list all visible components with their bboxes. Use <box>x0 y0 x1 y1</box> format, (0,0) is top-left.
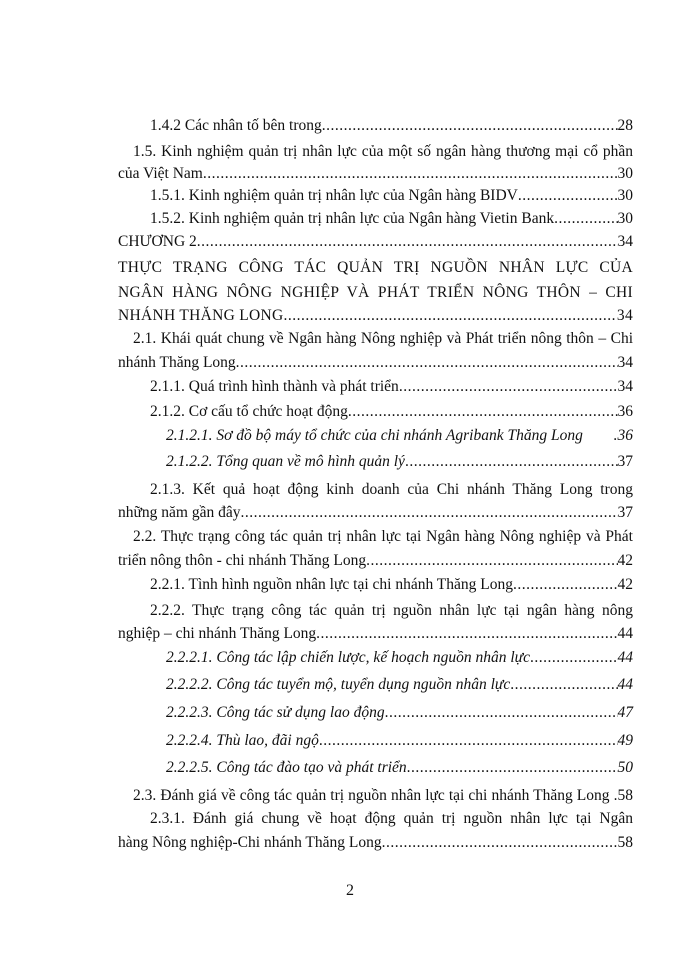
toc-leader-dots <box>240 503 617 523</box>
toc-entry-title: 2.1.2.2. Tổng quan về mô hình quản lý <box>166 453 405 470</box>
toc-entry-2-1-3-line2[interactable] <box>118 503 633 523</box>
chapter-heading-line3[interactable] <box>118 306 633 326</box>
toc-leader-dots <box>366 551 617 571</box>
toc-entry-2-1-line2[interactable] <box>118 353 633 373</box>
toc-entry-title: 1.4.2 Các nhân tố bên trong <box>150 117 322 134</box>
page-number: 2 <box>346 882 354 899</box>
toc-page-number: 49 <box>617 732 633 749</box>
toc-leader-dots <box>399 377 618 397</box>
toc-entry-2-1-2-2[interactable] <box>166 452 633 472</box>
toc-entry-2-1-line1[interactable]: 2.1. Khái quát chung về Ngân hàng Nông nghiệp và Phát triển nông thôn – Chi <box>133 330 633 347</box>
toc-entry-title: 2.2.2.5. Công tác đào tạo và phát triển <box>166 759 407 776</box>
toc-entry-1-5-1[interactable] <box>150 186 633 206</box>
toc-entry-2-3-1-line1[interactable]: 2.3.1. Đánh giá chung về hoạt động quản trị nguồn nhân lực tại Ngân <box>150 810 633 827</box>
toc-leader-dots <box>510 675 617 695</box>
toc-entry-2-1-2-1[interactable] <box>166 426 633 446</box>
toc-leader-dots <box>385 703 618 723</box>
toc-page-number: 30 <box>617 187 633 204</box>
toc-leader-dots <box>405 452 618 472</box>
toc-entry-2-3-1-line2[interactable] <box>118 833 633 853</box>
toc-entry-title: 2.2.1. Tình hình nguồn nhân lực tại chi nhánh Thăng Long <box>150 576 513 593</box>
toc-page-number: 47 <box>617 704 633 721</box>
toc-entry-2-2-line2[interactable] <box>118 551 633 571</box>
toc-page-number: 42 <box>617 552 633 569</box>
toc-leader-dots <box>316 624 617 644</box>
chapter-heading-line2: NGÂN HÀNG NÔNG NGHIỆP VÀ PHÁT TRIỂN NÔNG THÔN – CHI <box>118 284 633 301</box>
toc-page-number: 30 <box>617 165 633 182</box>
toc-entry-title: triển nông thôn - chi nhánh Thăng Long <box>118 552 367 569</box>
toc-entry-title: 1.5.1. Kinh nghiệm quản trị nhân lực của Ngân hàng BIDV <box>150 187 518 204</box>
toc-entry-title: 1.5.2. Kinh nghiệm quản trị nhân lực của Ngân hàng Vietin Bank <box>150 210 555 227</box>
toc-leader-dots <box>407 758 618 778</box>
toc-page-number: 44 <box>617 649 633 666</box>
toc-entry-2-3[interactable]: 2.3. Đánh giá về công tác quản trị nguồn nhân lực tại chi nhánh Thăng Long .58 <box>133 787 633 804</box>
toc-entry-title: 2.2.2.4. Thù lao, đãi ngộ <box>166 732 319 749</box>
toc-page-number: .36 <box>613 427 633 444</box>
toc-entry-title: NHÁNH THĂNG LONG <box>118 307 284 324</box>
toc-entry-title: nhánh Thăng Long <box>118 354 236 371</box>
toc-leader-dots <box>554 209 617 229</box>
toc-leader-dots <box>197 232 618 252</box>
toc-entry-title: 2.2.2.1. Công tác lập chiến lược, kế hoạch nguồn nhân lực <box>166 649 530 666</box>
toc-entry-chuong-2[interactable] <box>118 232 633 252</box>
toc-entry-2-1-3-line1[interactable]: 2.1.3. Kết quả hoạt động kinh doanh của Chi nhánh Thăng Long trong <box>150 481 633 498</box>
toc-entry-title: 2.1.2.1. Sơ đồ bộ máy tổ chức của chi nhánh Agribank Thăng Long <box>166 427 583 444</box>
toc-leader-dots <box>530 648 618 668</box>
toc-page-number: 42 <box>617 576 633 593</box>
toc-entry-2-2-2-1[interactable] <box>166 648 633 668</box>
toc-page-number: 34 <box>617 378 633 395</box>
toc-page-number: 28 <box>617 117 633 134</box>
toc-page-number: 50 <box>617 759 633 776</box>
toc-leader-dots <box>382 833 618 853</box>
toc-page-number: 30 <box>617 210 633 227</box>
toc-page-number: 37 <box>617 453 633 470</box>
toc-entry-1-4-2[interactable] <box>150 116 633 136</box>
toc-entry-2-1-2[interactable] <box>150 402 633 422</box>
toc-page-number: 44 <box>617 625 633 642</box>
toc-entry-title: của Việt Nam <box>118 165 203 182</box>
toc-page-number: 34 <box>617 233 633 250</box>
toc-entry-2-2-2-line2[interactable] <box>118 624 633 644</box>
toc-entry-1-5-line2[interactable] <box>118 164 633 184</box>
toc-entry-2-2-2-line1[interactable]: 2.2.2. Thực trạng công tác quản trị nguồn nhân lực tại ngân hàng nông <box>150 602 633 619</box>
toc-entry-1-5-2[interactable] <box>150 209 633 229</box>
toc-entry-2-2-1[interactable] <box>150 575 633 595</box>
toc-entry-title: những năm gần đây <box>118 504 241 521</box>
toc-entry-2-2-2-5[interactable] <box>166 758 633 778</box>
toc-page-number: 36 <box>617 403 633 420</box>
toc-page-number: 37 <box>617 504 633 521</box>
toc-entry-1-5-line1[interactable]: 1.5. Kinh nghiệm quản trị nhân lực của một số ngân hàng thương mại cổ phần <box>133 143 633 160</box>
toc-entry-2-1-1[interactable] <box>150 377 633 397</box>
toc-entry-title: hàng Nông nghiệp-Chi nhánh Thăng Long <box>118 834 382 851</box>
toc-leader-dots <box>203 164 618 184</box>
toc-page-number: 34 <box>617 354 633 371</box>
toc-entry-title: CHƯƠNG 2 <box>118 233 197 250</box>
toc-entry-2-2-line1[interactable]: 2.2. Thực trạng công tác quản trị nhân lực tại Ngân hàng Nông nghiệp và Phát <box>133 528 633 545</box>
toc-entry-title: 2.2.2.2. Công tác tuyển mộ, tuyển dụng nguồn nhân lực <box>166 676 511 693</box>
toc-entry-title: nghiệp – chi nhánh Thăng Long <box>118 625 317 642</box>
toc-leader-dots <box>284 306 617 326</box>
toc-entry-2-2-2-4[interactable] <box>166 731 633 751</box>
toc-entry-title: 2.1.2. Cơ cấu tổ chức hoạt động <box>150 403 348 420</box>
chapter-heading-line1: THỰC TRẠNG CÔNG TÁC QUẢN TRỊ NGUỒN NHÂN LỰC CỦA <box>118 259 633 276</box>
toc-entry-title: 2.1.1. Quá trình hình thành và phát triển <box>150 378 399 395</box>
toc-leader-dots <box>348 402 618 422</box>
toc-leader-dots <box>518 186 618 206</box>
toc-entry-2-2-2-2[interactable] <box>166 675 633 695</box>
toc-page-number: 58 <box>617 834 633 851</box>
toc-entry-title: 2.2.2.3. Công tác sử dụng lao động <box>166 704 385 721</box>
toc-leader-dots <box>236 353 618 373</box>
toc-page-number: 34 <box>616 307 633 324</box>
toc-page-number: 44 <box>617 676 633 693</box>
toc-entry-2-2-2-3[interactable] <box>166 703 633 723</box>
toc-leader-dots <box>513 575 618 595</box>
toc-leader-dots <box>322 116 618 136</box>
toc-leader-dots <box>319 731 618 751</box>
